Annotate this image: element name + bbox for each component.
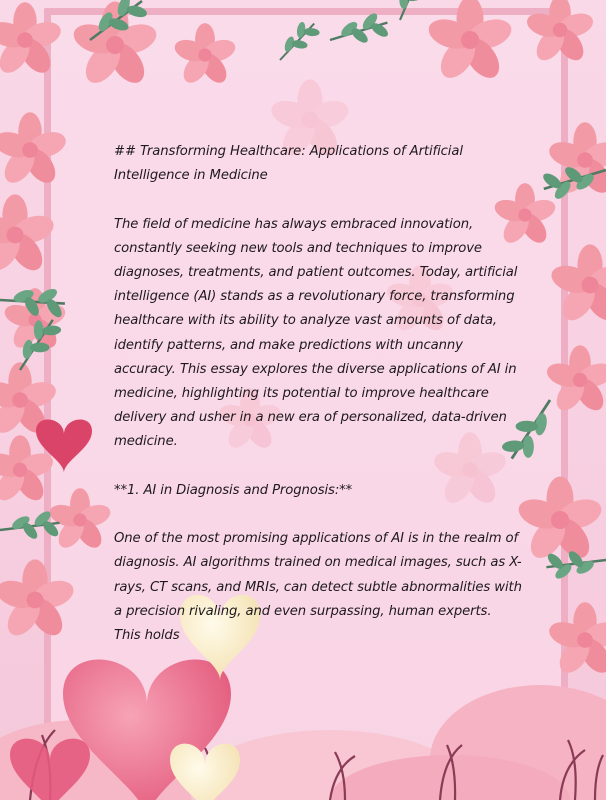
section-heading: **1. AI in Diagnosis and Prognosis:** [114, 482, 353, 498]
section-paragraph: One of the most promising applications of AI is in the realm of diagnosis. AI algorithms trained on medical images, such as X-rays, CT scans, and MRIs, can detect subtle abnormalities with a precision rivaling, and even surpassing, human experts. This holds [114, 531, 522, 644]
left-flowers [0, 112, 113, 641]
top-flowers [0, 0, 596, 89]
document-title: ## Transforming Healthcare: Applications of Artificial Intelligence in Medicine [114, 144, 463, 184]
document-body [114, 140, 522, 672]
intro-paragraph: The field of medicine has always embraced innovation, constantly seeking new tools and techniques to improve diagnoses, treatments, and patient outcomes. Today, artificial intelligence (AI) stands as a revolutionary force, transforming healthcare with its ability to analyze vast amounts of data, identify patterns, and make predictions with uncanny accuracy. This essay explores the diverse applications of AI in medicine, highlighting its potential to improve healthcare delivery and usher in a new era of personalized, data-driven medicine. [114, 216, 518, 450]
